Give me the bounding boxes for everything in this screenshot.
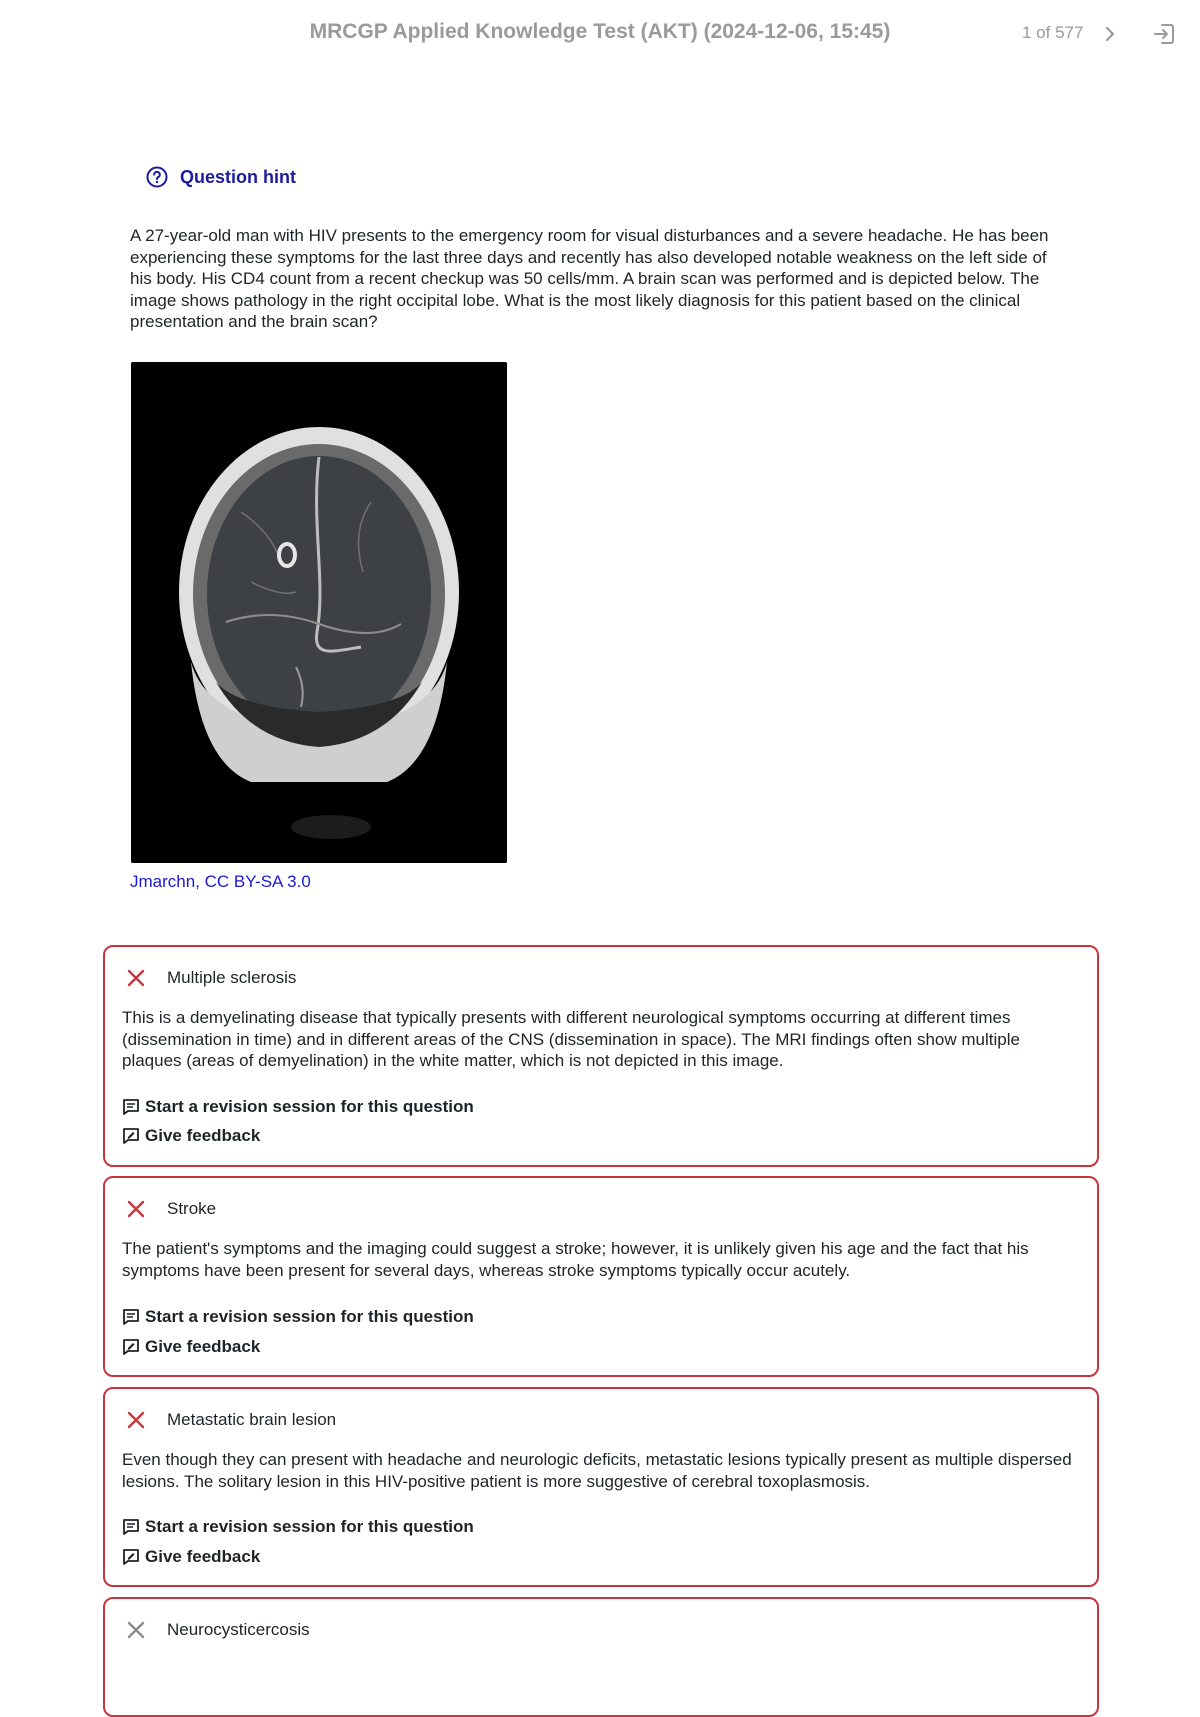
give-feedback-label: Give feedback — [145, 1126, 261, 1145]
answer-explanation: The patient's symptoms and the imaging could suggest a stroke; however, it is unlikely given his age and the fact that his symptoms have been present for several days, whereas stroke symptoms typically occur acutely. — [122, 1239, 1029, 1280]
answer-option-header — [125, 1619, 310, 1641]
close-icon — [125, 1409, 147, 1431]
question-counter: 1 of 577 — [1022, 23, 1084, 42]
answer-option-card[interactable] — [103, 1597, 1099, 1717]
brain-scan-image — [131, 362, 507, 863]
answer-option-header — [125, 1198, 216, 1220]
message-icon — [122, 1098, 140, 1116]
give-feedback-button[interactable] — [122, 1547, 260, 1567]
exam-title: MRCGP Applied Knowledge Test (AKT) (2024-12-06, 15:45) — [309, 20, 891, 43]
start-revision-label: Start a revision session for this question — [145, 1517, 474, 1536]
exit-icon — [1150, 20, 1178, 48]
start-revision-label: Start a revision session for this question — [145, 1097, 474, 1116]
answer-option-label: Metastatic brain lesion — [167, 1410, 337, 1429]
give-feedback-label: Give feedback — [145, 1547, 261, 1566]
exit-exam-button[interactable] — [1150, 20, 1178, 48]
brain-scan-illustration — [131, 362, 507, 863]
question-hint-label: Question hint — [180, 166, 296, 187]
question-text: A 27-year-old man with HIV presents to the emergency room for visual disturbances and a severe headache. He has been experiencing these symptoms for the last three days and recently has also developed notable weakness on the left side of his body. His CD4 count from a recent checkup was 50 cells/mm. A brain scan was performed and is depicted below. The image shows pathology in the right occipital lobe. What is the most likely diagnosis for this patient based on the clinical presentation and the brain scan? — [130, 226, 1049, 331]
give-feedback-label: Give feedback — [145, 1337, 261, 1356]
image-credit-link[interactable]: Jmarchn, CC BY-SA 3.0 — [130, 872, 311, 891]
answer-option-header — [125, 1409, 336, 1431]
start-revision-button[interactable] — [122, 1097, 474, 1117]
answer-explanation: This is a demyelinating disease that typically presents with different neurological symptoms occurring at different times (dissemination in time) and in different areas of the CNS (dissemination in space). The MRI findings often show multiple plaques (areas of demyelination) in the white matter, which is not depicted in this image. — [122, 1008, 1020, 1070]
give-feedback-button[interactable] — [122, 1337, 260, 1357]
start-revision-button[interactable] — [122, 1307, 474, 1327]
start-revision-label: Start a revision session for this question — [145, 1307, 474, 1326]
message-icon — [122, 1308, 140, 1326]
give-feedback-button[interactable] — [122, 1126, 260, 1146]
close-icon — [125, 1198, 147, 1220]
answer-option-card[interactable] — [103, 1387, 1099, 1587]
chevron-right-icon — [1097, 21, 1123, 47]
next-question-button[interactable] — [1097, 21, 1123, 47]
answer-option-label: Stroke — [167, 1199, 217, 1218]
answer-explanation: Even though they can present with headache and neurologic deficits, metastatic lesions typically present as multiple dispersed lesions. The solitary lesion in this HIV-positive patient is more suggestive of cerebral toxoplasmosis. — [122, 1450, 1072, 1491]
help-circle-icon — [146, 166, 168, 188]
close-icon — [125, 1619, 147, 1641]
close-icon — [125, 967, 147, 989]
start-revision-button[interactable] — [122, 1517, 474, 1537]
answer-option-label: Neurocysticercosis — [167, 1620, 310, 1639]
answer-option-card[interactable] — [103, 945, 1099, 1167]
feedback-icon — [122, 1338, 140, 1356]
answer-option-label: Multiple sclerosis — [167, 968, 297, 987]
feedback-icon — [122, 1548, 140, 1566]
feedback-icon — [122, 1127, 140, 1145]
message-icon — [122, 1518, 140, 1536]
question-hint-button[interactable] — [146, 164, 296, 190]
answer-option-header — [125, 967, 296, 989]
answer-option-card[interactable] — [103, 1176, 1099, 1377]
top-bar — [0, 0, 1200, 68]
